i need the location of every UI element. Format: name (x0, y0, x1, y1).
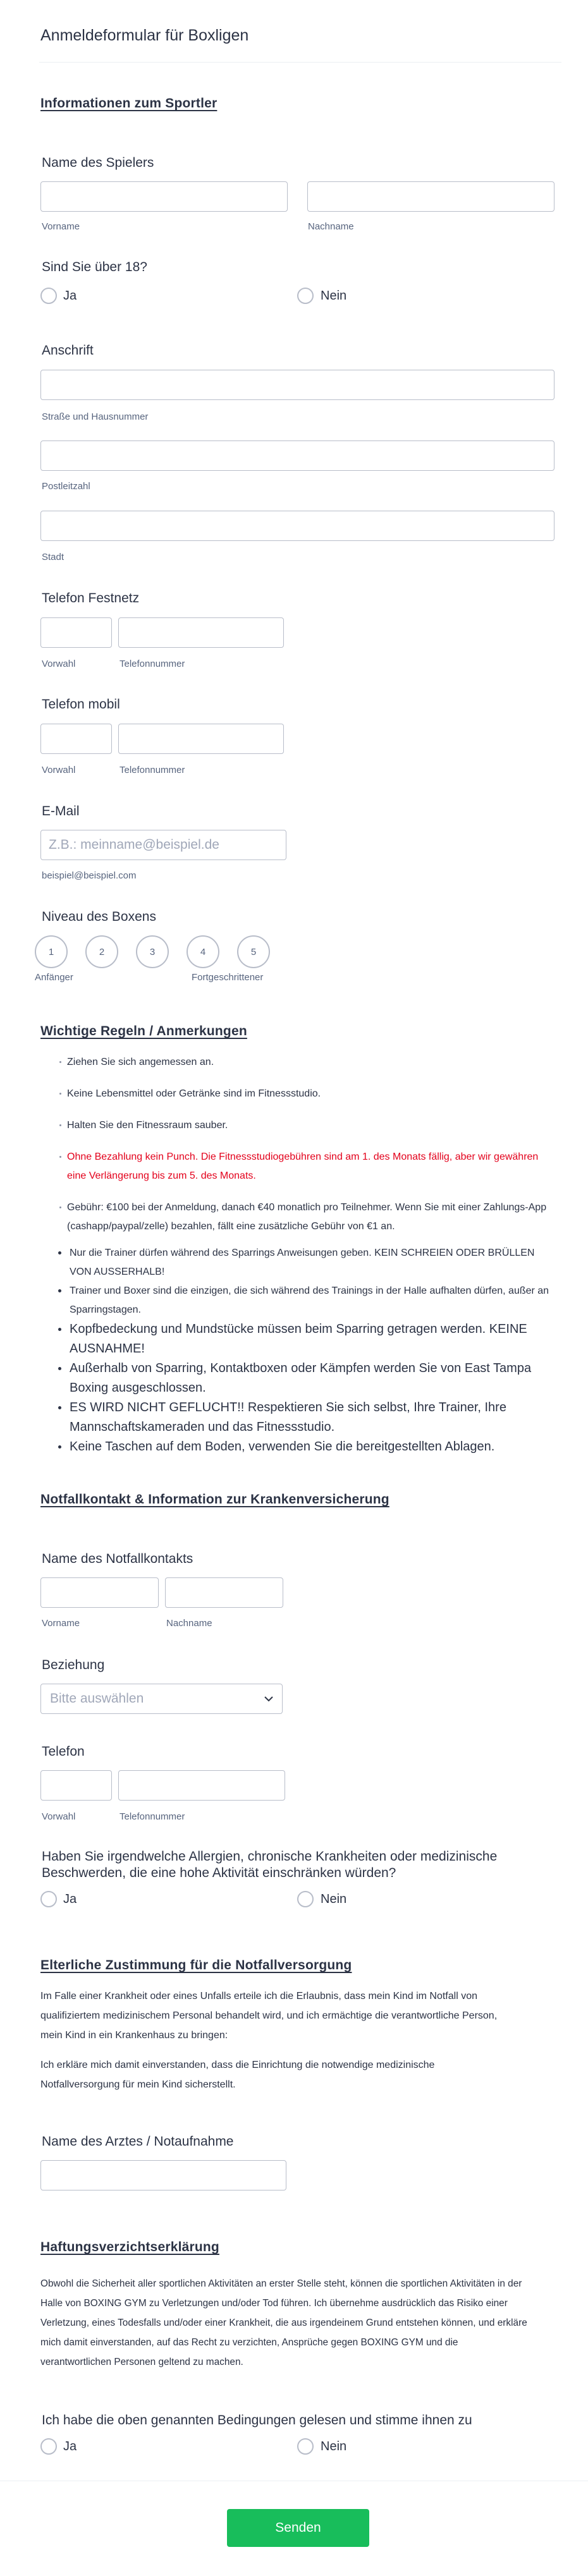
section-title-consent: Elterliche Zustimmung für die Notfallversorgung (40, 1958, 352, 1972)
level-option-2-text: 2 (99, 946, 105, 957)
agree-no-radio[interactable] (297, 2438, 314, 2455)
emergency-first-name-input[interactable] (40, 1577, 159, 1608)
consent-paragraph-1 (40, 1986, 565, 2045)
emergency-contact-name-label: Name des Notfallkontakts (42, 1552, 193, 1566)
landline-area-code-sublabel: Vorwahl (42, 659, 76, 669)
landline-area-code-input[interactable] (40, 617, 112, 648)
level-max-label: Fortgeschrittener (192, 972, 264, 983)
zip-input[interactable] (40, 440, 554, 471)
level-option-1-text: 1 (48, 946, 54, 957)
doctor-name-label: Name des Arztes / Notaufnahme (42, 2134, 234, 2149)
section-title-athlete: Informationen zum Sportler (40, 96, 217, 111)
consent-p1-line-2: qualifiziertem medizinischem Personal behandelt wird, und ich ermächtige die verantwortliche Person, (40, 2010, 498, 2021)
level-option-4-text: 4 (200, 946, 206, 957)
list-item-line: Boxing ausgeschlossen. (70, 1381, 206, 1395)
email-label: E-Mail (42, 804, 80, 818)
allergies-question-line-2: Beschwerden, die eine hohe Aktivität einschränken würden? (42, 1866, 396, 1880)
mobile-area-code-input[interactable] (40, 724, 112, 754)
list-item (57, 1084, 563, 1103)
allergies-yes-label[interactable]: Ja (63, 1892, 77, 1906)
level-option-4[interactable] (187, 935, 219, 968)
emergency-phone-area-code-sublabel: Vorwahl (42, 1811, 76, 1822)
emergency-phone-number-sublabel: Telefonnummer (119, 1811, 185, 1822)
last-name-sublabel: Nachname (308, 221, 354, 232)
consent-p1-line-1: Im Falle einer Krankheit oder eines Unfalls erteile ich die Erlaubnis, dass mein Kind im Notfall von (40, 1991, 477, 2002)
list-item (58, 1398, 564, 1437)
section-title-emergency: Notfallkontakt & Information zur Krankenversicherung (40, 1492, 389, 1507)
payment-warning-line-2: eine Verlängerung bis zum 5. des Monats. (67, 1170, 256, 1181)
address-label: Anschrift (42, 343, 94, 358)
section-title-rules: Wichtige Regeln / Anmerkungen (40, 1024, 247, 1038)
rules-main-list (58, 1244, 564, 1457)
waiver-line-4: mich damit einverstanden, auf das Recht zu verzichten, Ansprüche gegen BOXING GYM und die (40, 2337, 458, 2348)
list-item-text: Halten Sie den Fitnessraum sauber. (67, 1120, 228, 1131)
first-name-input[interactable] (40, 181, 288, 212)
chevron-down-icon (264, 1696, 273, 1702)
street-input[interactable] (40, 370, 554, 400)
consent-p2-line-1: Ich erkläre mich damit einverstanden, dass die Einrichtung die notwendige medizinische (40, 2060, 435, 2070)
relation-label: Beziehung (42, 1658, 105, 1672)
emergency-first-name-sublabel: Vorname (42, 1618, 80, 1629)
allergies-yes-radio[interactable] (40, 1891, 57, 1907)
over-18-no-label[interactable]: Nein (321, 289, 347, 303)
level-option-5-text: 5 (250, 946, 257, 957)
submit-button[interactable]: Senden (227, 2509, 369, 2547)
list-item-text: Ziehen Sie sich angemessen an. (67, 1057, 214, 1067)
consent-p1-line-3: mein Kind in ein Krankenhaus zu bringen: (40, 2030, 228, 2041)
landline-number-sublabel: Telefonnummer (119, 659, 185, 669)
consent-paragraph-2 (40, 2055, 565, 2094)
first-name-sublabel: Vorname (42, 221, 80, 232)
list-item (58, 1359, 564, 1398)
list-item-line: Sparringstagen. (70, 1304, 141, 1315)
landline-number-input[interactable] (118, 617, 284, 648)
list-item-line: Mannschaftskameraden und das Fitnessstudio. (70, 1420, 335, 1434)
mobile-number-sublabel: Telefonnummer (119, 765, 185, 775)
header-divider (39, 62, 561, 63)
waiver-text (40, 2274, 572, 2372)
list-item-text: Keine Lebensmittel oder Getränke sind im Fitnessstudio. (67, 1088, 321, 1099)
emergency-phone-area-code-input[interactable] (40, 1770, 112, 1801)
allergies-no-label[interactable]: Nein (321, 1892, 347, 1906)
player-name-label: Name des Spielers (42, 155, 154, 170)
allergies-question-line-1: Haben Sie irgendwelche Allergien, chronische Krankheiten oder medizinische (42, 1849, 498, 1864)
level-option-2[interactable] (85, 935, 118, 968)
relation-select-placeholder: Bitte auswählen (50, 1691, 144, 1706)
waiver-line-3: Verletzung, eines Todesfalls und/oder einer Krankheit, die aus irgendeinem Grund entstehen können, und erkläre (40, 2318, 527, 2328)
email-sublabel: beispiel@beispiel.com (42, 870, 137, 881)
agree-yes-label[interactable]: Ja (63, 2439, 77, 2453)
email-placeholder: Z.B.: meinname@beispiel.de (49, 837, 219, 852)
form-title: Anmeldeformular für Boxligen (40, 27, 249, 44)
payment-warning-item (57, 1148, 563, 1186)
allergies-no-radio[interactable] (297, 1891, 314, 1907)
list-item (58, 1320, 564, 1359)
landline-label: Telefon Festnetz (42, 591, 140, 605)
list-item (57, 1053, 563, 1072)
agree-question: Ich habe die oben genannten Bedingungen gelesen und stimme ihnen zu (42, 2413, 472, 2427)
agree-yes-radio[interactable] (40, 2438, 57, 2455)
emergency-phone-label: Telefon (42, 1744, 85, 1759)
waiver-line-1: Obwohl die Sicherheit aller sportlichen Aktivitäten an erster Stelle steht, können die sportlichen Aktivitäten in der (40, 2278, 522, 2289)
list-item-line: ES WIRD NICHT GEFLUCHT!! Respektieren Sie sich selbst, Ihre Trainer, Ihre (70, 1400, 506, 1414)
section-title-waiver: Haftungsverzichtserklärung (40, 2240, 219, 2254)
consent-p2-line-2: Notfallversorgung für mein Kind sicherstellt. (40, 2079, 236, 2090)
fee-line-2: (cashapp/paypal/zelle) bezahlen, fällt eine zusätzliche Gebühr von €1 an. (67, 1221, 395, 1232)
list-item-line: Keine Taschen auf dem Boden, verwenden Sie die bereitgestellten Ablagen. (70, 1440, 495, 1454)
fee-item (57, 1198, 563, 1236)
list-item-line: VON AUSSERHALB! (70, 1267, 165, 1277)
list-item (57, 1116, 563, 1135)
list-item-line: AUSNAHME! (70, 1342, 145, 1356)
fee-line-1: Gebühr: €100 bei der Anmeldung, danach €40 monatlich pro Teilnehmer. Wenn Sie mit einer Zahlungs-App (67, 1202, 547, 1213)
rules-small-list (57, 1053, 563, 1236)
list-item-line: Trainer und Boxer sind die einzigen, die sich während des Trainings in der Halle aufhalten dürfen, außer an (70, 1285, 549, 1296)
last-name-input[interactable] (307, 181, 554, 212)
relation-select[interactable] (40, 1684, 283, 1714)
level-option-1[interactable] (35, 935, 68, 968)
level-option-5[interactable] (237, 935, 270, 968)
level-min-label: Anfänger (35, 972, 73, 983)
level-option-3[interactable] (136, 935, 169, 968)
emergency-phone-number-input[interactable] (118, 1770, 285, 1801)
payment-warning-line-1: Ohne Bezahlung kein Punch. Die Fitnessstudiogebühren sind am 1. des Monats fällig, aber wir gewähren (67, 1151, 539, 1162)
over-18-yes-label[interactable]: Ja (63, 289, 77, 303)
list-item (58, 1244, 564, 1282)
list-item (58, 1282, 564, 1320)
zip-sublabel: Postleitzahl (42, 481, 90, 492)
agree-no-label[interactable]: Nein (321, 2439, 347, 2453)
doctor-name-input[interactable] (40, 2160, 286, 2190)
list-item-line: Außerhalb von Sparring, Kontaktboxen oder Kämpfen werden Sie von East Tampa (70, 1361, 532, 1375)
street-sublabel: Straße und Hausnummer (42, 411, 149, 422)
level-option-3-text: 3 (149, 946, 156, 957)
list-item-line: Nur die Trainer dürfen während des Sparrings Anweisungen geben. KEIN SCHREIEN ODER BRÜLLEN (70, 1248, 535, 1258)
emergency-last-name-input[interactable] (165, 1577, 283, 1608)
emergency-last-name-sublabel: Nachname (166, 1618, 212, 1629)
over-18-label: Sind Sie über 18? (42, 260, 147, 274)
waiver-line-2: Halle von BOXING GYM zu Verletzungen und/oder Tod führen. Ich übernehme ausdrücklich das Risiko einer (40, 2298, 508, 2309)
allergies-question (42, 1849, 548, 1881)
city-input[interactable] (40, 511, 554, 541)
city-sublabel: Stadt (42, 552, 64, 562)
email-input[interactable] (40, 830, 286, 860)
mobile-number-input[interactable] (118, 724, 284, 754)
list-item (58, 1437, 564, 1457)
over-18-no-radio[interactable] (297, 288, 314, 304)
over-18-yes-radio[interactable] (40, 288, 57, 304)
boxing-level-label: Niveau des Boxens (42, 909, 156, 924)
mobile-label: Telefon mobil (42, 697, 120, 712)
list-item-line: Kopfbedeckung und Mundstücke müssen beim Sparring getragen werden. KEINE (70, 1322, 527, 1336)
mobile-area-code-sublabel: Vorwahl (42, 765, 76, 775)
waiver-line-5: verantwortlichen Personen geltend zu machen. (40, 2357, 243, 2367)
